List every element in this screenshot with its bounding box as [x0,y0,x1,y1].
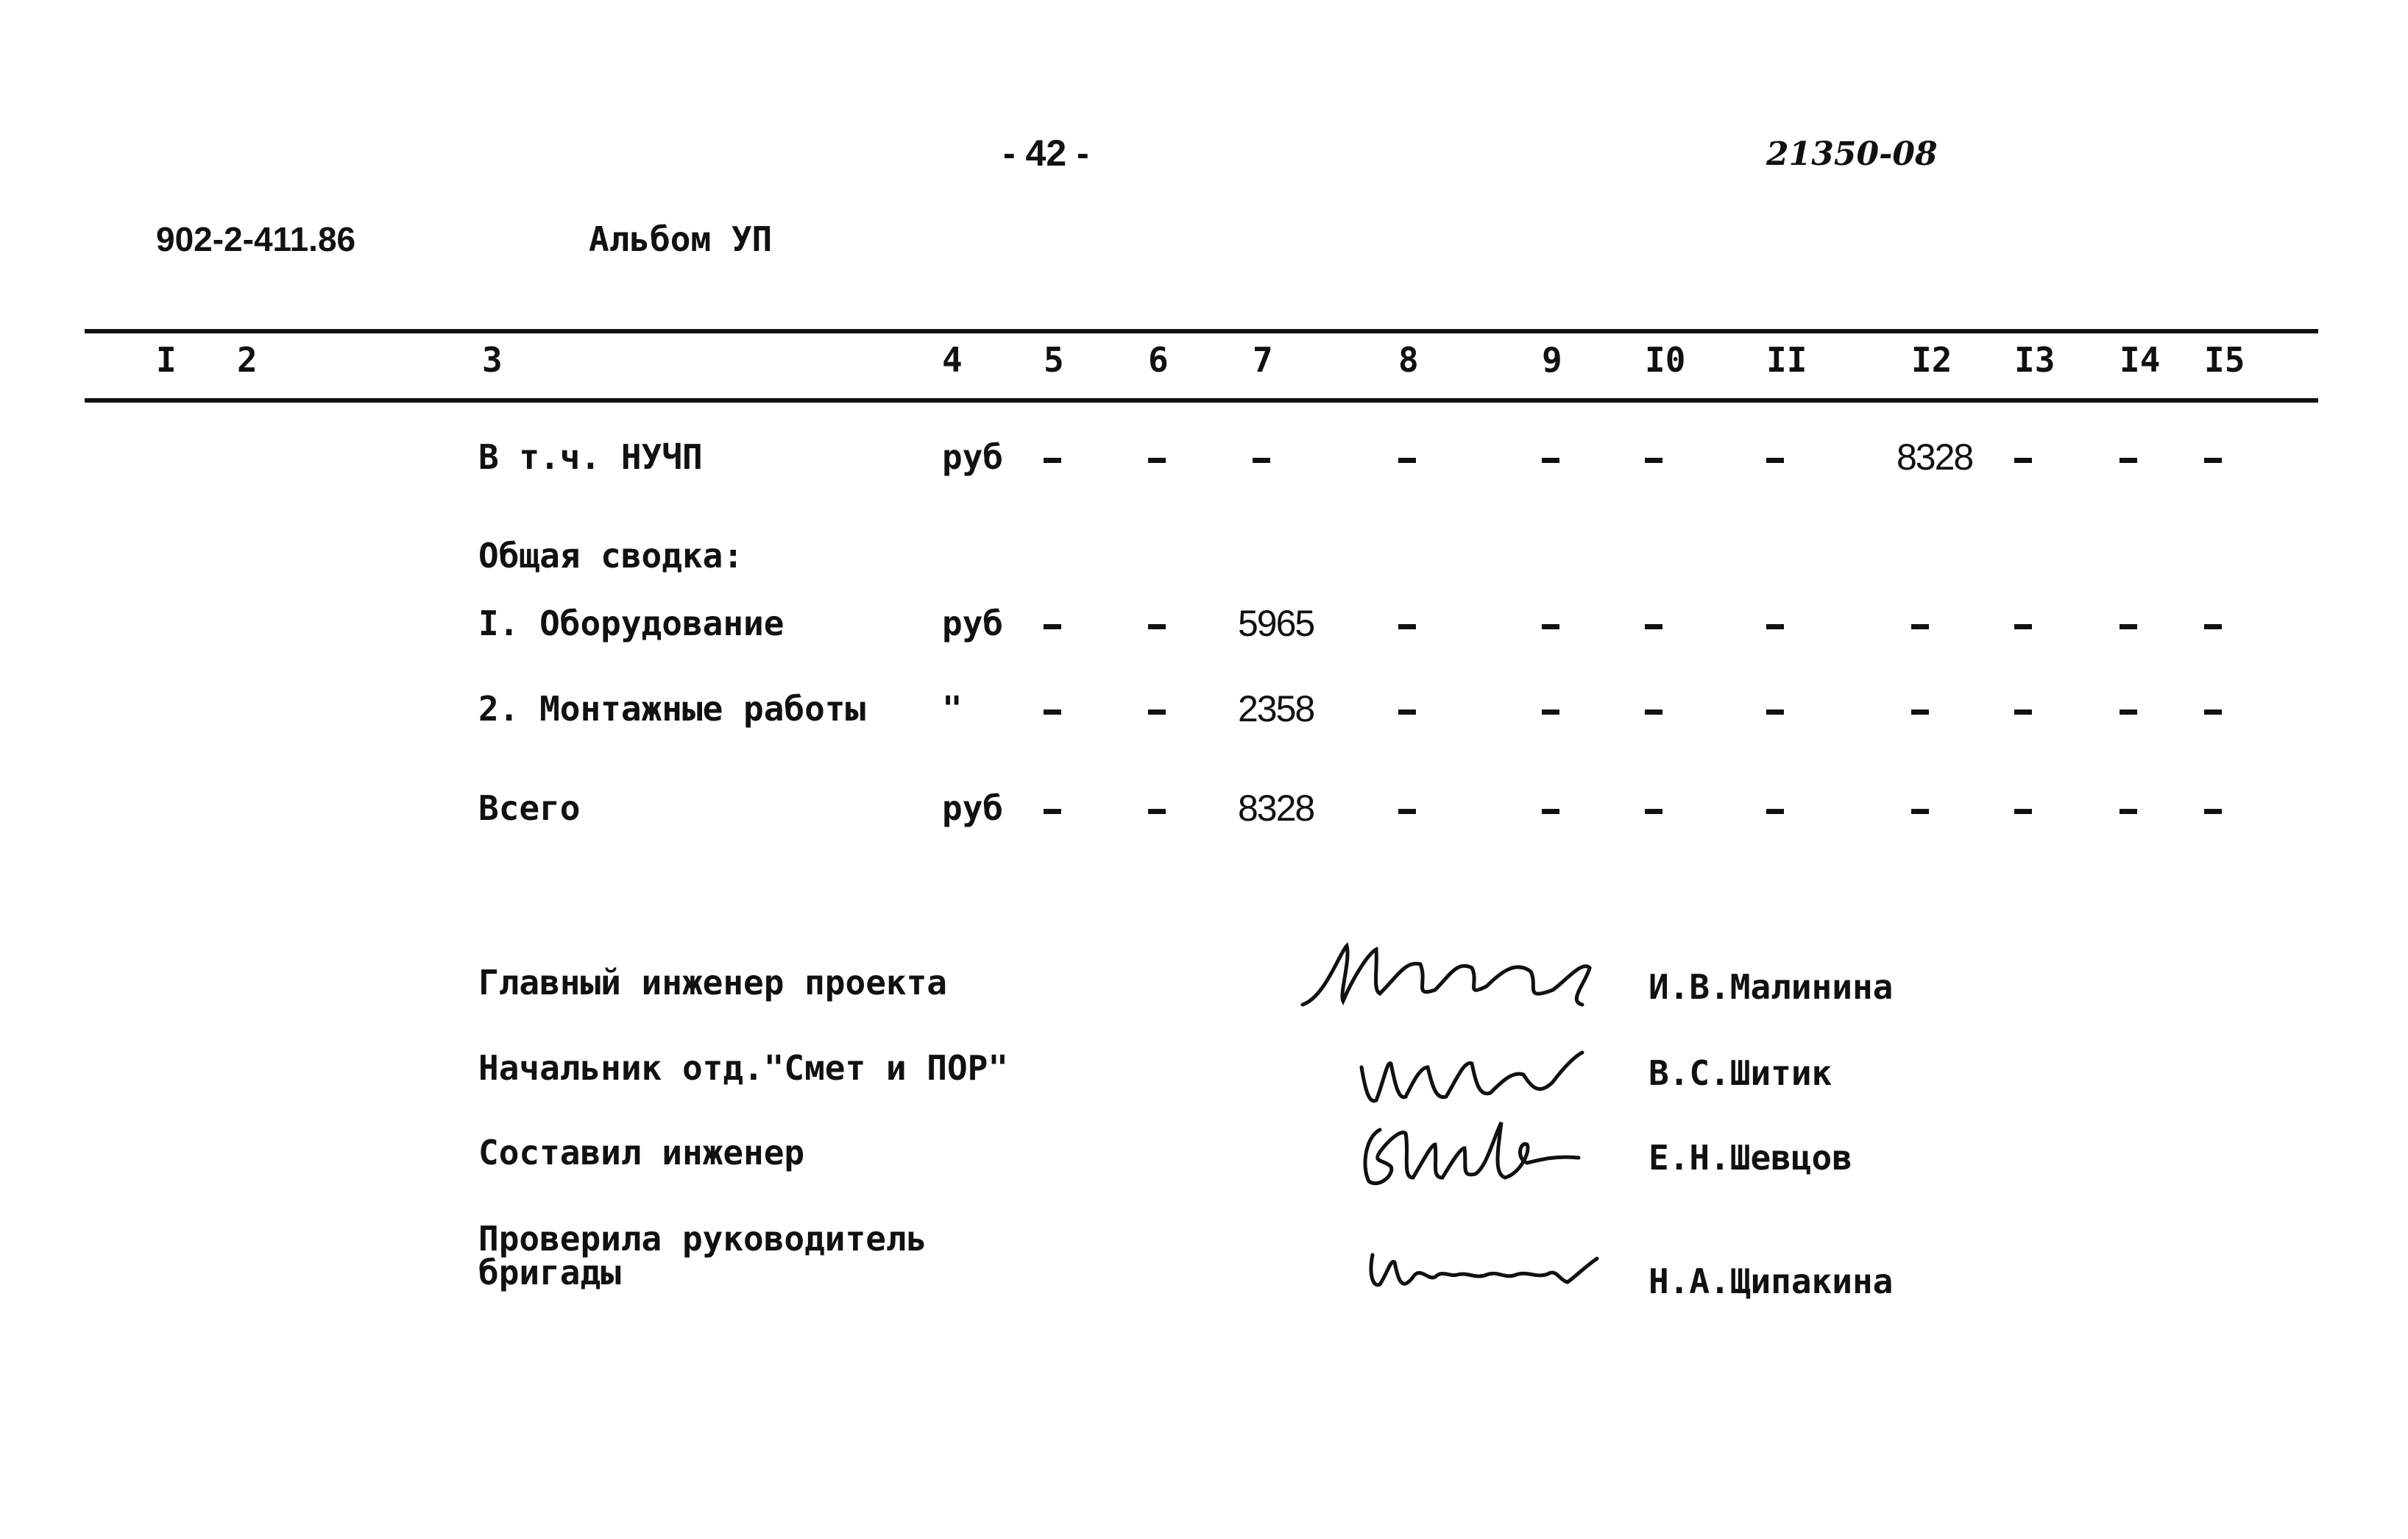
signature-role-continued: бригады [478,1253,621,1292]
row-label: I. Оборудование [478,604,785,643]
column-header: 3 [482,340,503,380]
column-header: 4 [942,340,963,380]
empty-value-dash [1645,458,1662,463]
row-unit: " [942,689,963,729]
signatory-name: В.С.Шитик [1649,1053,1832,1093]
handwritten-signature [1295,931,1604,1019]
column-header: 5 [1044,340,1064,380]
empty-value-dash [1253,458,1270,463]
empty-value-dash [2120,458,2137,463]
empty-value-dash [2120,710,2137,715]
column-header: 6 [1148,340,1169,380]
empty-value-dash [1044,809,1061,814]
empty-value-dash [1542,624,1559,629]
row-label: Общая сводка: [478,536,744,576]
empty-value-dash [1148,809,1166,814]
column-header: 8 [1398,340,1419,380]
empty-value-dash [2204,624,2222,629]
empty-value-dash [1148,710,1166,715]
signature-role: Главный инженер проекта [478,963,947,1002]
column-header: I3 [2014,340,2055,380]
signature-role: Начальник отд."Смет и ПОР" [478,1048,1009,1088]
column-header: 7 [1253,340,1273,380]
signature-role: Составил инженер [478,1133,805,1172]
empty-value-dash [1542,710,1559,715]
empty-value-dash [1148,624,1166,629]
empty-value-dash [1766,458,1784,463]
empty-value-dash [1911,624,1929,629]
handwritten-signature [1350,1108,1586,1203]
cell-value: 2358 [1238,688,1314,729]
empty-value-dash [1911,710,1929,715]
empty-value-dash [2120,624,2137,629]
handwritten-signature [1354,1038,1590,1111]
empty-value-dash [2204,458,2222,463]
handwritten-signature [1361,1236,1612,1303]
cell-value: 5965 [1238,603,1314,644]
empty-value-dash [1044,710,1061,715]
empty-value-dash [1766,624,1784,629]
empty-value-dash [1542,458,1559,463]
empty-value-dash [2204,809,2222,814]
empty-value-dash [2014,710,2032,715]
empty-value-dash [1398,458,1416,463]
table-header-bottom-rule [85,398,2318,403]
table-top-rule [85,329,2318,333]
row-unit: руб [942,437,1004,477]
project-code: 902-2-411.86 [156,220,356,258]
empty-value-dash [2014,809,2032,814]
column-header: I5 [2204,340,2245,380]
column-header: I0 [1645,340,1686,380]
signatory-name: Н.А.Щипакина [1649,1262,1894,1301]
album-title: Альбом УП [589,219,773,259]
empty-value-dash [2014,458,2032,463]
row-unit: руб [942,604,1004,643]
cell-value: 8328 [1238,788,1314,829]
column-header: 9 [1542,340,1562,380]
column-header: I4 [2120,340,2161,380]
row-unit: руб [942,788,1004,828]
column-header: I [156,340,177,380]
empty-value-dash [1645,710,1662,715]
empty-value-dash [1044,458,1061,463]
row-label: В т.ч. НУЧП [478,437,703,477]
signatory-name: И.В.Малинина [1649,967,1894,1007]
empty-value-dash [1911,809,1929,814]
row-label: 2. Монтажные работы [478,689,866,729]
empty-value-dash [2120,809,2137,814]
signature-role: Проверила руководитель [478,1219,927,1259]
document-code: 21350-08 [1766,135,1938,173]
empty-value-dash [1398,624,1416,629]
empty-value-dash [1044,624,1061,629]
column-header: 2 [237,340,258,380]
empty-value-dash [1398,809,1416,814]
empty-value-dash [1398,710,1416,715]
column-header: II [1766,340,1807,380]
row-label: Всего [478,788,581,828]
page-number: - 42 - [1003,132,1089,174]
empty-value-dash [1645,624,1662,629]
empty-value-dash [1148,458,1166,463]
empty-value-dash [2014,624,2032,629]
cell-value: 8328 [1897,436,1973,478]
empty-value-dash [1766,809,1784,814]
empty-value-dash [1645,809,1662,814]
column-header: I2 [1911,340,1952,380]
empty-value-dash [1542,809,1559,814]
signatory-name: Е.Н.Шевцов [1649,1138,1852,1178]
empty-value-dash [2204,710,2222,715]
empty-value-dash [1766,710,1784,715]
